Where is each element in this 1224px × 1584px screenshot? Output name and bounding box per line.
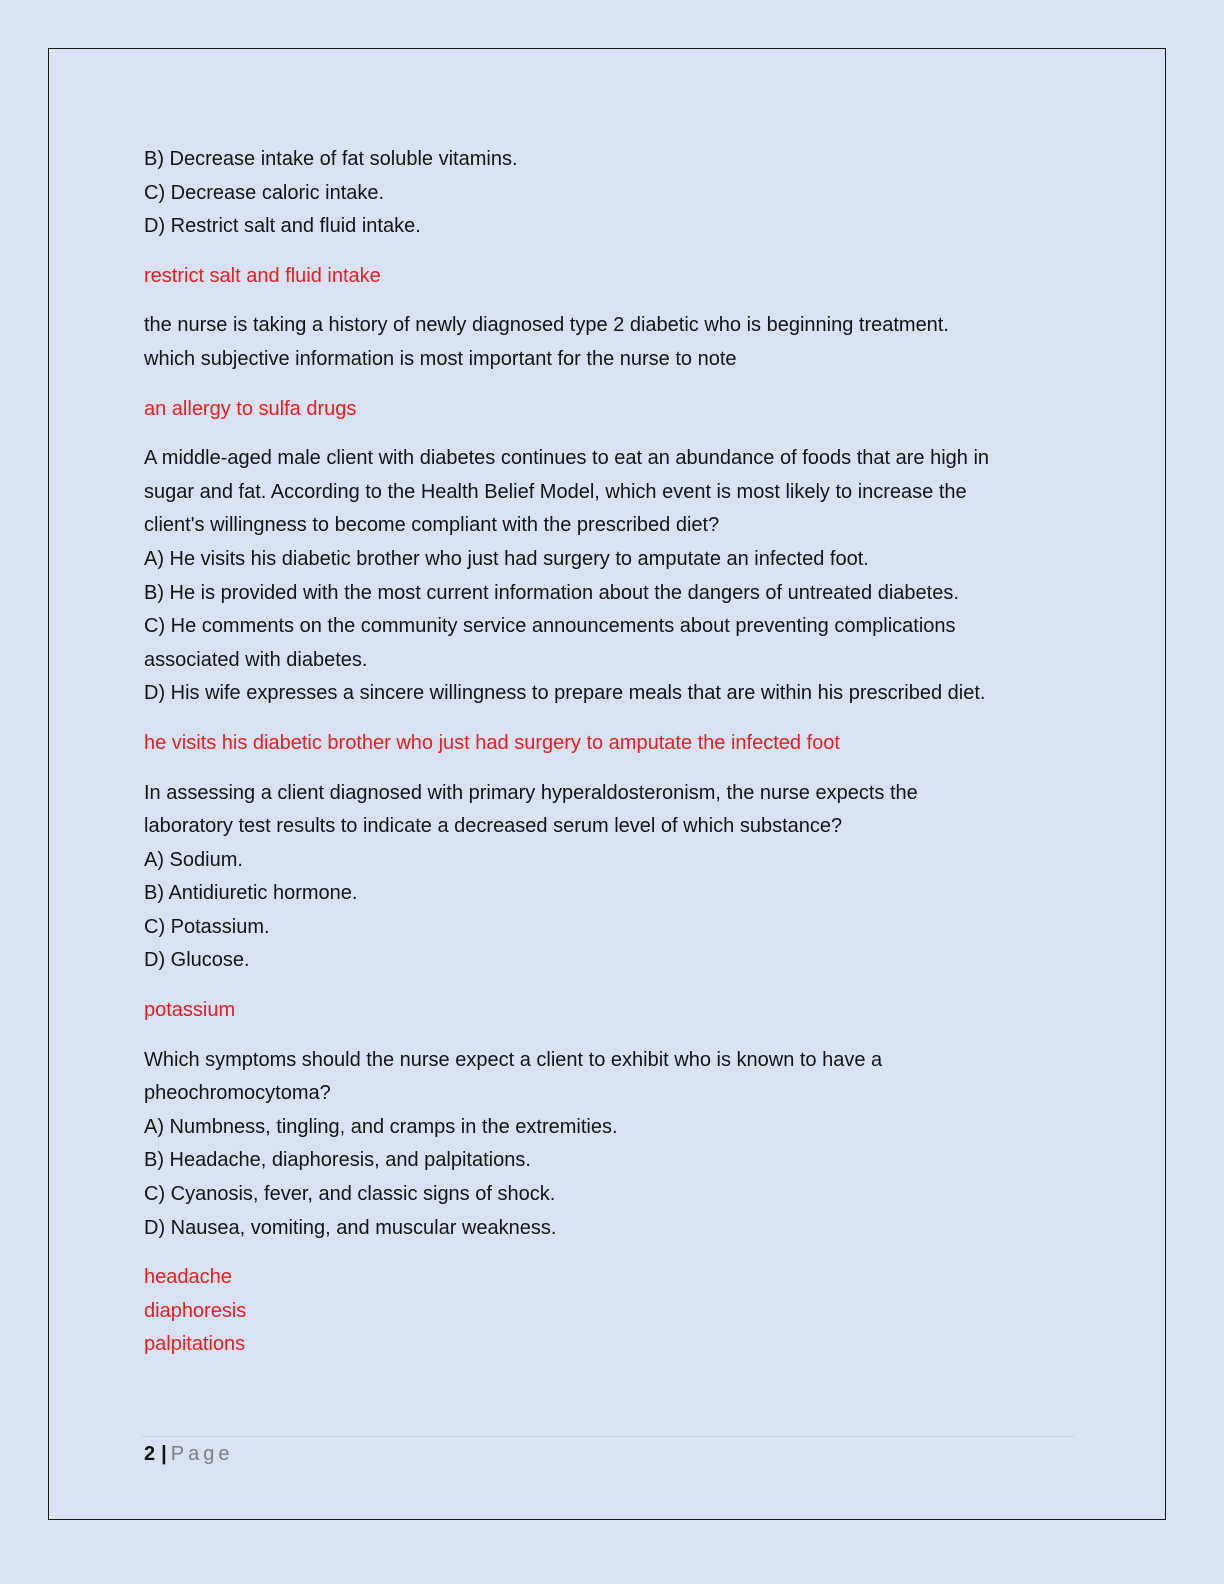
answer-text: headache: [144, 1266, 232, 1289]
answer-text: potassium: [144, 999, 236, 1022]
option-c-continued: associated with diabetes.: [144, 648, 368, 671]
document-body: [144, 143, 1084, 1378]
option-c: C) Decrease caloric intake.: [144, 181, 385, 204]
question-text: Which symptoms should the nurse expect a client to exhibit who is known to have a: [144, 1048, 883, 1071]
question-5: [144, 1044, 1084, 1246]
footer-separator: |: [161, 1443, 167, 1465]
question-1-answer: [144, 260, 1084, 294]
option-b: B) He is provided with the most current information about the dangers of untreated diabetes.: [144, 581, 959, 604]
question-text: client's willingness to become compliant with the prescribed diet?: [144, 514, 720, 537]
option-c: C) Cyanosis, fever, and classic signs of shock.: [144, 1183, 556, 1206]
question-2-answer: [144, 393, 1084, 427]
answer-text: palpitations: [144, 1333, 246, 1356]
option-a: A) Sodium.: [144, 848, 243, 871]
question-4-answer: [144, 994, 1084, 1028]
question-text: pheochromocytoma?: [144, 1082, 331, 1105]
option-d: D) Nausea, vomiting, and muscular weakness.: [144, 1216, 557, 1239]
option-d: D) His wife expresses a sincere willingness to prepare meals that are within his prescribed diet.: [144, 682, 986, 705]
option-d: D) Restrict salt and fluid intake.: [144, 215, 421, 238]
answer-text: an allergy to sulfa drugs: [144, 397, 357, 420]
question-text: sugar and fat. According to the Health Belief Model, which event is most likely to increase the: [144, 480, 967, 503]
question-3-answer: [144, 727, 1084, 761]
option-c: C) Potassium.: [144, 915, 270, 938]
page-footer: [144, 1439, 233, 1469]
question-1-options: [144, 143, 1084, 244]
answer-text: he visits his diabetic brother who just had surgery to amputate the infected foot: [144, 731, 840, 754]
question-2: [144, 309, 1084, 376]
answer-text: diaphoresis: [144, 1299, 247, 1322]
question-4: [144, 777, 1084, 979]
option-b: B) Decrease intake of fat soluble vitamins.: [144, 148, 518, 170]
option-a: A) Numbness, tingling, and cramps in the extremities.: [144, 1115, 618, 1138]
page-label: Page: [170, 1443, 234, 1465]
option-c: C) He comments on the community service announcements about preventing complications: [144, 615, 956, 638]
question-text: A middle-aged male client with diabetes continues to eat an abundance of foods that are high in: [144, 447, 990, 470]
answer-text: restrict salt and fluid intake: [144, 264, 381, 287]
option-a: A) He visits his diabetic brother who just had surgery to amputate an infected foot.: [144, 547, 869, 570]
question-text: laboratory test results to indicate a decreased serum level of which substance?: [144, 815, 843, 838]
footer-divider: [142, 1436, 1074, 1437]
option-b: B) Antidiuretic hormone.: [144, 882, 358, 905]
page-number: 2: [144, 1443, 156, 1465]
question-5-answer: [144, 1261, 1084, 1362]
question-text: In assessing a client diagnosed with primary hyperaldosteronism, the nurse expects the: [144, 781, 918, 804]
option-b: B) Headache, diaphoresis, and palpitations.: [144, 1149, 531, 1172]
option-d: D) Glucose.: [144, 949, 250, 972]
question-text: the nurse is taking a history of newly diagnosed type 2 diabetic who is beginning treatment.: [144, 314, 949, 337]
question-3: [144, 442, 1084, 711]
question-text: which subjective information is most important for the nurse to note: [144, 347, 737, 370]
